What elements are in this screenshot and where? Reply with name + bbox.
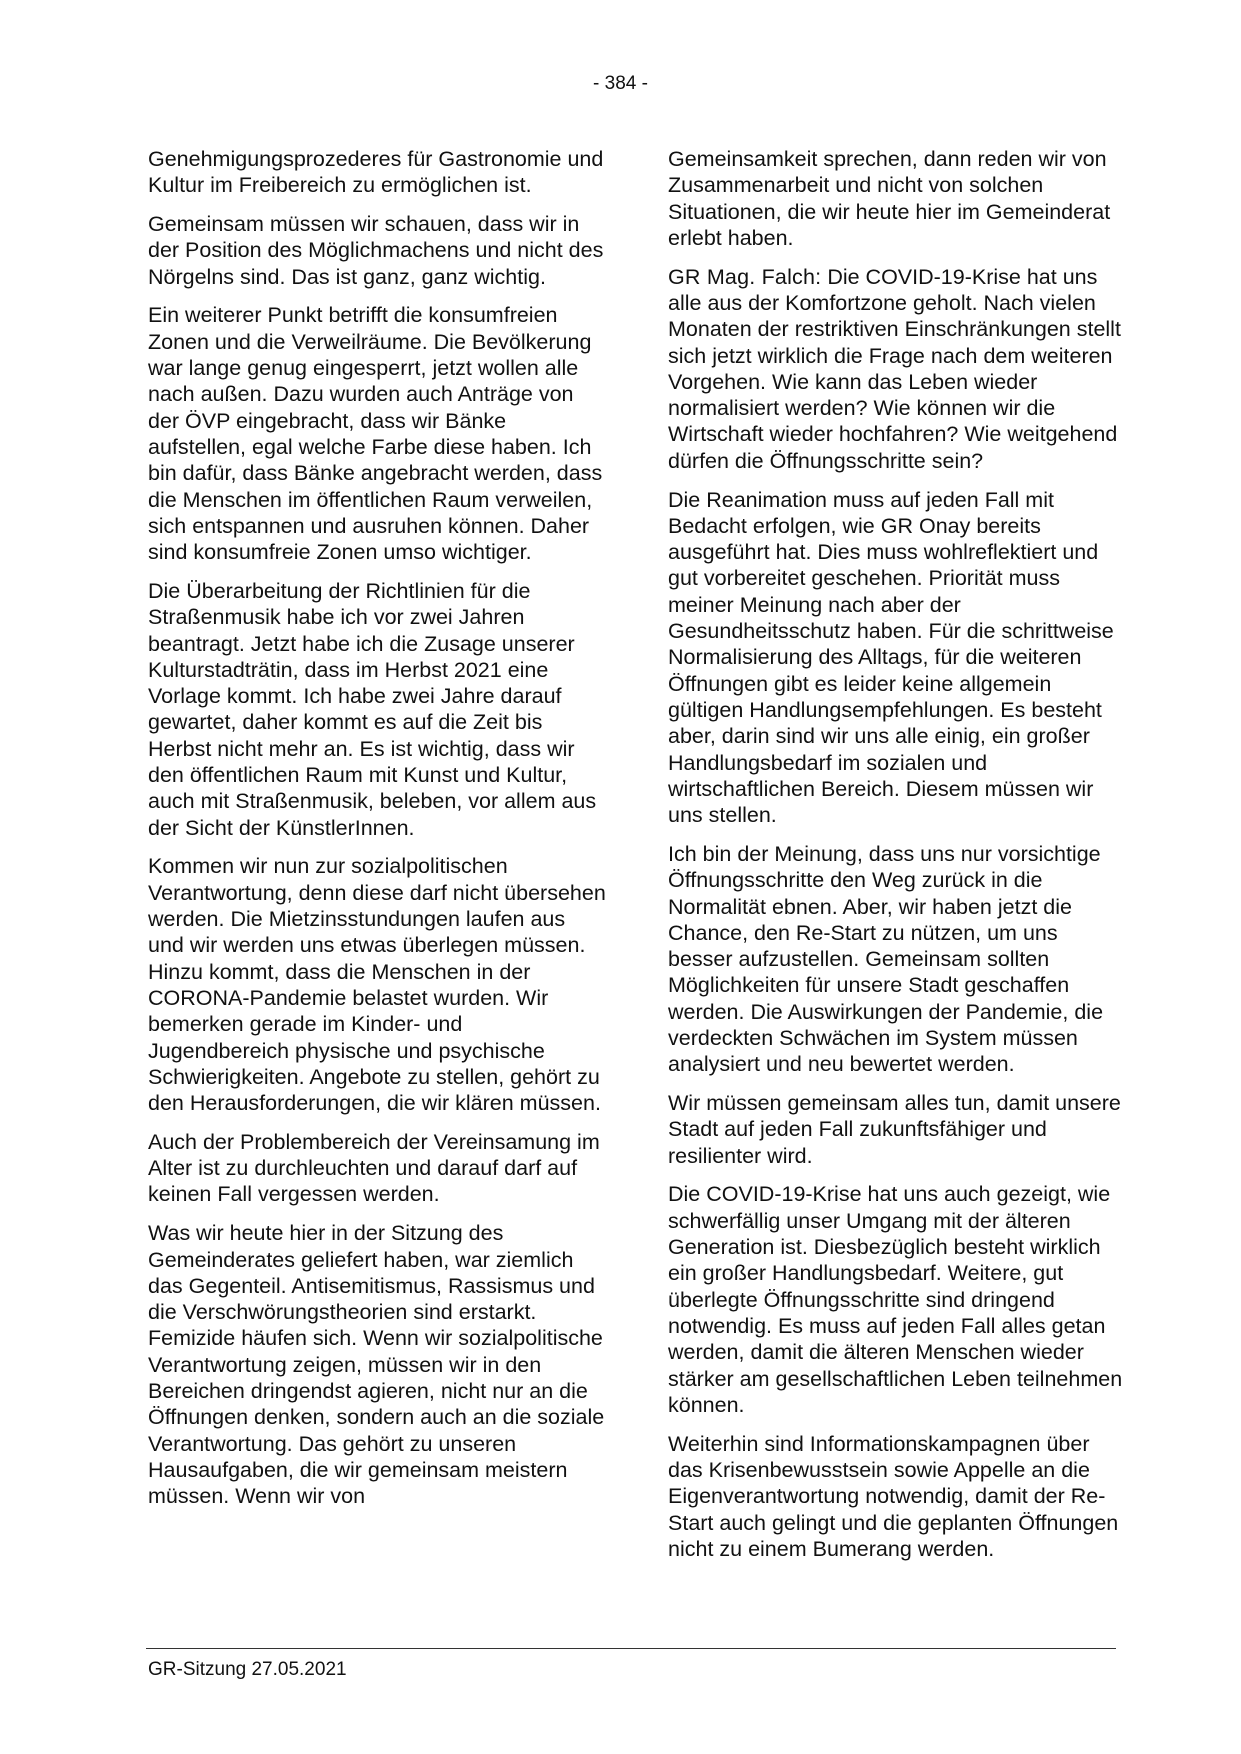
footer-date: GR-Sitzung 27.05.2021 (148, 1659, 347, 1680)
footer-divider (146, 1648, 1116, 1649)
left-column (148, 146, 606, 1522)
paragraph: Was wir heute hier in der Sitzung des Gemeinderates geliefert haben, war ziemlich das Gegenteil. Antisemitismus, Rassismus und die Verschwörungstheorien sind erstarkt. Femizide häufen sich. Wenn wir sozialpolitische Verantwortung zeigen, müssen wir in den Bereichen dringendst agieren, nicht nur an die Öffnungen denken, sondern auch an die soziale Verantwortung. Das gehört zu unseren Hausaufgaben, die wir gemeinsam meistern müssen. Wenn wir von (148, 1221, 605, 1509)
paragraph: Weiterhin sind Informationskampagnen über das Krisenbewusstsein sowie Appelle an die Eigenverantwortung notwendig, damit der Re-Start auch gelingt und die geplanten Öffnungen nicht zu einem Bumerang werden. (668, 1431, 1119, 1561)
paragraph: Die Reanimation muss auf jeden Fall mit Bedacht erfolgen, wie GR Onay bereits ausgeführt hat. Dies muss wohlreflektiert und gut vorbereitet geschehen. Priorität muss meiner Meinung nach aber der Gesundheitsschutz haben. Für die schrittweise Normalisierung des Alltags, für die weiteren Öffnungen gibt es leider keine allgemein gültigen Handlungsempfehlungen. Es besteht aber, darin sind wir uns alle einig, ein großer Handlungsbedarf im sozialen und wirtschaftlichen Bereich. Diesem müssen wir uns stellen. (668, 487, 1114, 828)
paragraph: Kommen wir nun zur sozialpolitischen Verantwortung, denn diese darf nicht übersehen werden. Die Mietzinsstundungen laufen aus und wir werden uns etwas überlegen müssen. Hinzu kommt, dass die Menschen in der CORONA-Pandemie belastet wurden. Wir bemerken gerade im Kinder- und Jugendbereich physische und psychische Schwierigkeiten. Angebote zu stellen, gehört zu den Herausforderungen, die wir klären müssen. (148, 854, 606, 1116)
paragraph: Genehmigungsprozederes für Gastronomie und Kultur im Freibereich zu ermöglichen ist. (148, 147, 604, 198)
paragraph: Die COVID-19-Krise hat uns auch gezeigt, wie schwerfällig unser Umgang mit der älteren Generation ist. Diesbezüglich besteht wirklich ein großer Handlungsbedarf. Weitere, gut überlegte Öffnungsschritte sind dringend notwendig. Es muss auf jeden Fall alles getan werden, damit die älteren Menschen wieder stärker am gesellschaftlichen Leben teilnehmen können. (668, 1182, 1123, 1417)
page-number: - 384 - (593, 73, 648, 94)
paragraph: Ein weiterer Punkt betrifft die konsumfreien Zonen und die Verweilräume. Die Bevölkerung war lange genug eingesperrt, jetzt wollen alle nach außen. Dazu wurden auch Anträge von der ÖVP eingebracht, dass wir Bänke aufstellen, egal welche Farbe diese haben. Ich bin dafür, dass Bänke angebracht werden, dass die Menschen im öffentlichen Raum verweilen, sich entspannen und ausruhen können. Daher sind konsumfreie Zonen umso wichtiger. (148, 303, 603, 565)
paragraph: Die Überarbeitung der Richtlinien für die Straßenmusik habe ich vor zwei Jahren beantragt. Jetzt habe ich die Zusage unserer Kulturstadträtin, dass im Herbst 2021 eine Vorlage kommt. Ich habe zwei Jahre darauf gewartet, daher kommt es auf die Zeit bis Herbst nicht mehr an. Es ist wichtig, dass wir den öffentlichen Raum mit Kunst und Kultur, auch mit Straßenmusik, beleben, vor allem aus der Sicht der KünstlerInnen. (148, 578, 597, 840)
speech-text: Die COVID-19-Krise hat uns alle aus der Komfortzone geholt. Nach vielen Monaten der restriktiven Einschränkungen stellt sich jetzt wirklich die Frage nach dem weiteren Vorgehen. Wie kann das Leben wieder normalisiert werden? Wie können wir die Wirtschaft wieder hochfahren? Wie weitgehend dürfen die Öffnungsschritte sein? (668, 264, 1121, 473)
speech-paragraph (668, 264, 1126, 474)
paragraph: Gemeinsam müssen wir schauen, dass wir in der Position des Möglichmachens und nicht des Nörgelns sind. Das ist ganz, ganz wichtig. (148, 212, 604, 289)
paragraph: Gemeinsamkeit sprechen, dann reden wir von Zusammenarbeit und nicht von solchen Situationen, die wir heute hier im Gemeinderat erlebt haben. (668, 147, 1111, 250)
speaker-name: GR Mag. Falch: (668, 264, 822, 289)
paragraph: Auch der Problembereich der Vereinsamung im Alter ist zu durchleuchten und darauf darf auf keinen Fall vergessen werden. (148, 1129, 600, 1207)
paragraph: Ich bin der Meinung, dass uns nur vorsichtige Öffnungsschritte den Weg zurück in die Normalität ebnen. Aber, wir haben jetzt die Chance, den Re-Start zu nützen, um uns besser aufzustellen. Gemeinsam sollten Möglichkeiten für unsere Stadt geschaffen werden. Die Auswirkungen der Pandemie, die verdeckten Schwächen im System müssen analysiert und neu bewertet werden. (668, 841, 1104, 1077)
right-column (668, 146, 1126, 1575)
paragraph: Wir müssen gemeinsam alles tun, damit unsere Stadt auf jeden Fall zukunftsfähiger und resilienter wird. (668, 1091, 1121, 1168)
